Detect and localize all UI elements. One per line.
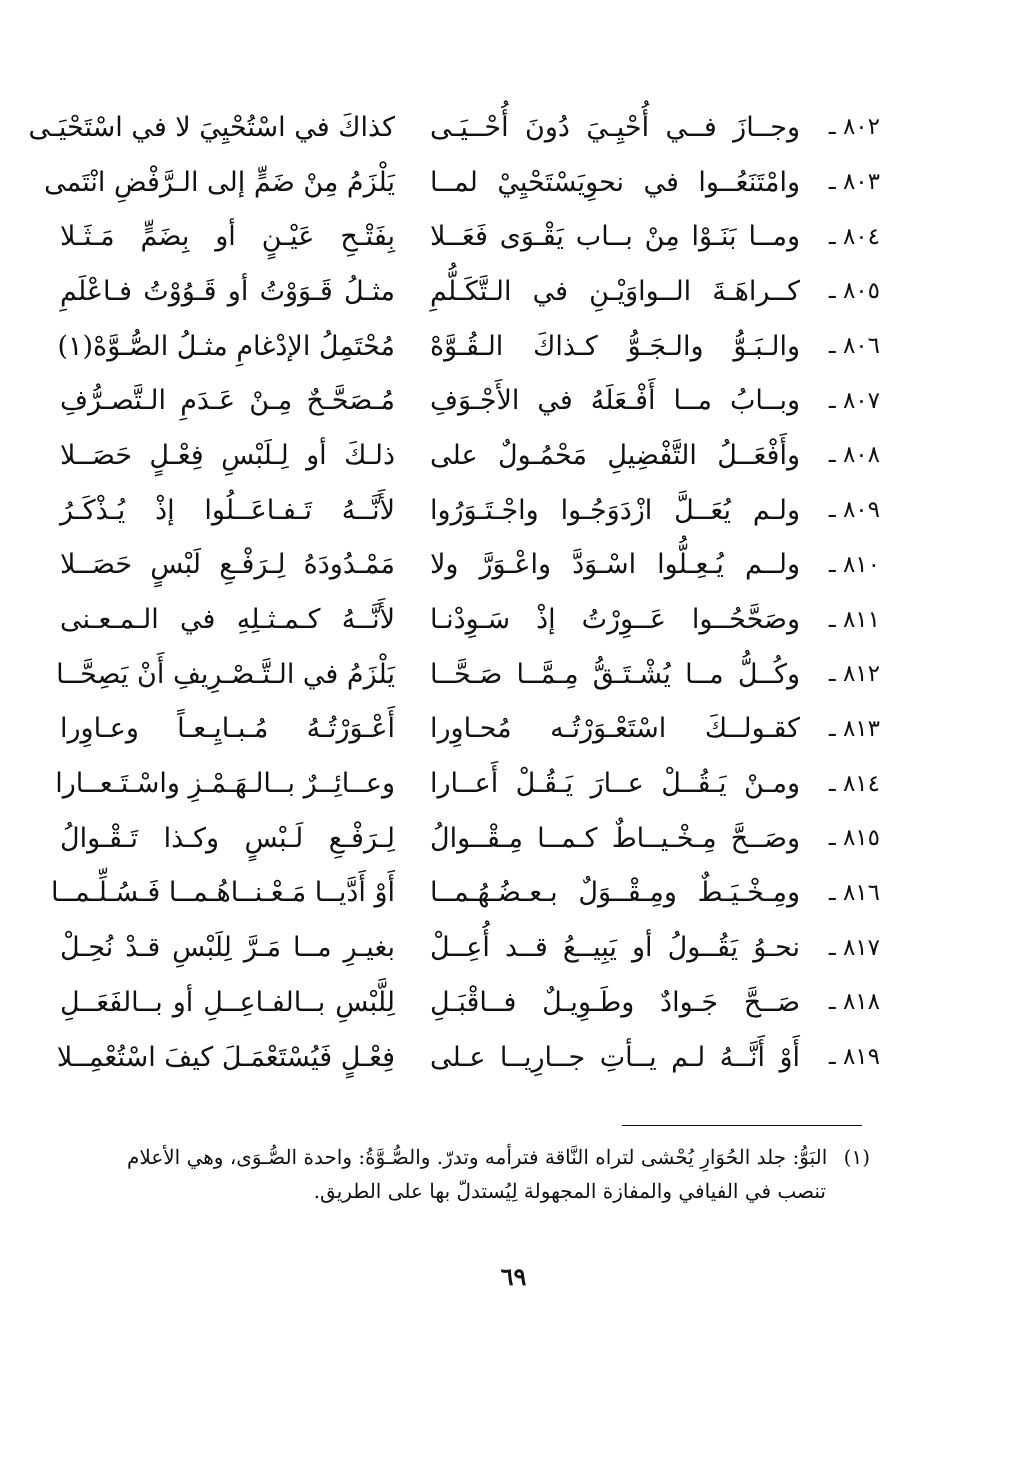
verse-second-hemistich: بغيـرِ مــا مَـرَّ لِلَبْسِ قـدْ نُحِـلْ	[60, 932, 395, 964]
verse-819	[56, 1030, 880, 1085]
verse-806	[57, 319, 880, 374]
verse-first-hemistich: وبــابُ مــا أَفْـعَلَهُ في الأَجْـوَفِ	[430, 385, 800, 417]
verse-number: ٨١٣ ـ	[828, 715, 880, 742]
verse-second-hemistich: كذاكَ في اسْتُحْيِيَ لا في اسْتَحْيَـى	[28, 111, 395, 143]
verse-first-hemistich: صَــحَّ جَـوادٌ وطَـوِيـلٌ فــاقْبَـلِ	[430, 986, 800, 1018]
verse-number: ٨١٨ ـ	[828, 989, 880, 1016]
verse-817	[60, 920, 880, 975]
verse-number: ٨١١ ـ	[828, 606, 880, 633]
verse-second-hemistich: لأَنَّــهُ تَـفـاعَــلُوا إذْ يُـذْكَـرُ	[60, 494, 395, 526]
verse-number: ٨١٢ ـ	[828, 661, 880, 688]
verse-number: ٨١٤ ـ	[828, 770, 880, 797]
verse-808	[60, 428, 880, 483]
verse-first-hemistich: وأَفْعَــلُ التَّفْضِيلِ مَحْمُـولٌ على	[430, 439, 800, 471]
verse-803	[44, 155, 880, 210]
verse-number: ٨٠٨ ـ	[828, 442, 880, 469]
verse-number: ٨١٠ ـ	[828, 551, 880, 578]
verse-first-hemistich: ومــا بَنَـوْا مِنْ بــاب يَقْـوَى فَعَــلا	[430, 221, 800, 253]
verse-number: ٨٠٤ ـ	[828, 223, 880, 250]
verse-first-hemistich: كقـولــكَ اسْتَعْـوَرْتُـه مُحـاوِرا	[430, 713, 800, 745]
verse-number: ٨٠٧ ـ	[828, 387, 880, 414]
verse-second-hemistich: لأَنَّــهُ كـمـثـلِهِ في الـمـعـنى	[60, 604, 395, 636]
verse-first-hemistich: أَوْ أَنَّــهُ لـم يــأتِ جــارِيــا عـلى	[430, 1041, 800, 1073]
verse-second-hemistich: ذلـكَ أو لِـلَبْسِ فِعْـلٍ حَصَــلا	[60, 439, 395, 471]
verse-number: ٨١٩ ـ	[828, 1044, 880, 1071]
footnote-marker: (١)	[843, 1145, 870, 1169]
verse-number: ٨٠٣ ـ	[828, 169, 880, 196]
verse-802	[28, 100, 880, 155]
verse-813	[60, 702, 880, 757]
verse-807	[60, 373, 880, 428]
footnote	[60, 1140, 870, 1208]
verse-number: ٨١٧ ـ	[828, 934, 880, 961]
verse-first-hemistich: ولــم يُـعِـلُّوا اسْـوَدَّ واعْـوَرَّ ولا	[430, 549, 800, 581]
verse-812	[56, 647, 880, 702]
verse-first-hemistich: نحـوُ يَقُــولُ أو يَبِيــعُ قــد أُعِــلْ	[430, 932, 800, 964]
verse-number: ٨٠٢ ـ	[828, 114, 880, 141]
verse-809	[60, 483, 880, 538]
verse-second-hemistich: لِـرَفْـعِ لَـبْسٍ وكـذا تَـقْـوالُ	[60, 822, 395, 854]
verse-816	[51, 866, 880, 921]
verse-second-hemistich: مَمْـدُودَهُ لِـرَفْـعِ لَبْسٍ حَصَــلا	[60, 549, 395, 581]
verse-first-hemistich: وكُــلُّ مــا يُشْـتَـقُّ مِـمَّــا صَـحَّــا	[430, 658, 800, 690]
verse-first-hemistich: وصَحَّحُــوا عَــوِرْتُ إذْ سَـوِدْنـا	[430, 604, 800, 636]
verse-804	[60, 209, 880, 264]
verse-second-hemistich: مُحْتَمِلُ الإدْغامِ مثـلُ الصُّـوَّهْ(١)	[57, 330, 395, 362]
verse-number: ٨٠٩ ـ	[828, 497, 880, 524]
verse-first-hemistich: ومِـخْـيَـطٌ ومِـقْــوَلٌ بـعـضُـهُـمــا	[430, 877, 800, 909]
footnote-line-2: تنصب في الفيافي والمفازة المجهولة لِيُستدلّ بها على الطريق.	[313, 1179, 826, 1203]
poem-verses	[28, 100, 880, 1084]
verse-number: ٨١٦ ـ	[828, 879, 880, 906]
verse-number: ٨١٥ ـ	[828, 825, 880, 852]
verse-second-hemistich: وعــائِــرٌ بــالـهَـمْـزِ واسْـتَـعــارا	[55, 768, 395, 800]
footnote-divider	[622, 1125, 862, 1126]
verse-first-hemistich: ولـم يُعَــلَّ ازْدَوَجُـوا واجْـتَـوَرُوا	[430, 494, 800, 526]
verse-first-hemistich: وصَــحَّ مِـخْـيــاطٌ كـمــا مِـقْــوالُ	[430, 822, 800, 854]
verse-second-hemistich: لِلَّبْسِ بــالفـاعِــلِ أو بــالفَعَــلِ	[60, 986, 395, 1018]
verse-815	[60, 811, 880, 866]
page-number: ٦٩	[500, 1262, 527, 1291]
verse-first-hemistich: وامْتَنَعُــوا في نحوِيَسْتَحْيِيْ لمــا	[430, 166, 800, 198]
verse-second-hemistich: بِفَتْـحِ عَيْـنٍ أو بِضَمٍّ مَـثَـلا	[60, 221, 395, 253]
verse-818	[60, 975, 880, 1030]
verse-second-hemistich: فِعْـلٍ فَيُسْتَعْمَـلَ كيفَ اسْتُعْمِــلا	[56, 1041, 395, 1073]
verse-second-hemistich: أَعْـوَرْتُـهُ مُـبـايِـعـاً وعـاوِرا	[60, 713, 395, 745]
verse-first-hemistich: كــراهَـةَ الــواوَيْـنِ في الـتَّكَـلُّمِ	[430, 275, 800, 307]
verse-second-hemistich: مُـصَحَّـحٌ مِـنْ عَـدَمِ الـتَّصـرُّفِ	[60, 385, 395, 417]
verse-second-hemistich: مثـلُ قَـوَوْتُ أو قَـوُوْتُ فـاعْلَمِ	[60, 275, 395, 307]
verse-first-hemistich: ومـنْ يَـقُــلْ عــارَ يَـقُـلْ أَعــارا	[430, 768, 800, 800]
verse-first-hemistich: والـبَـوُّ والـجَـوُّ كـذاكَ الـقُـوَّهْ	[430, 330, 800, 362]
verse-814	[55, 756, 880, 811]
verse-second-hemistich: أَوْ أَدَّيــا مَـعْـنــاهُـمــا فَـسُـلِّـمــا	[51, 877, 395, 909]
verse-number: ٨٠٦ ـ	[828, 333, 880, 360]
verse-number: ٨٠٥ ـ	[828, 278, 880, 305]
verse-811	[60, 592, 880, 647]
verse-first-hemistich: وجــازَ فــي أُحْيِـيَ دُونَ أُحْــيَـى	[430, 111, 800, 143]
verse-810	[60, 538, 880, 593]
footnote-line-1	[60, 1140, 870, 1174]
footnote-text: البَوُّ: جلد الحُوَارِ يُحْشى لتراه النَّاقة فترأمه وتدرّ. والصُّـوَّةُ: واحدة الصُّـوَى، وهي الأعلام	[127, 1145, 828, 1169]
verse-second-hemistich: يَلْزَمُ في الـتَّـصْـرِيفِ أَنْ يَصِحَّــا	[56, 658, 395, 690]
verse-second-hemistich: يَلْزَمُ مِنْ ضَمٍّ إلى الـرَّفْضِ انْتَمى	[44, 166, 395, 198]
verse-805	[60, 264, 880, 319]
